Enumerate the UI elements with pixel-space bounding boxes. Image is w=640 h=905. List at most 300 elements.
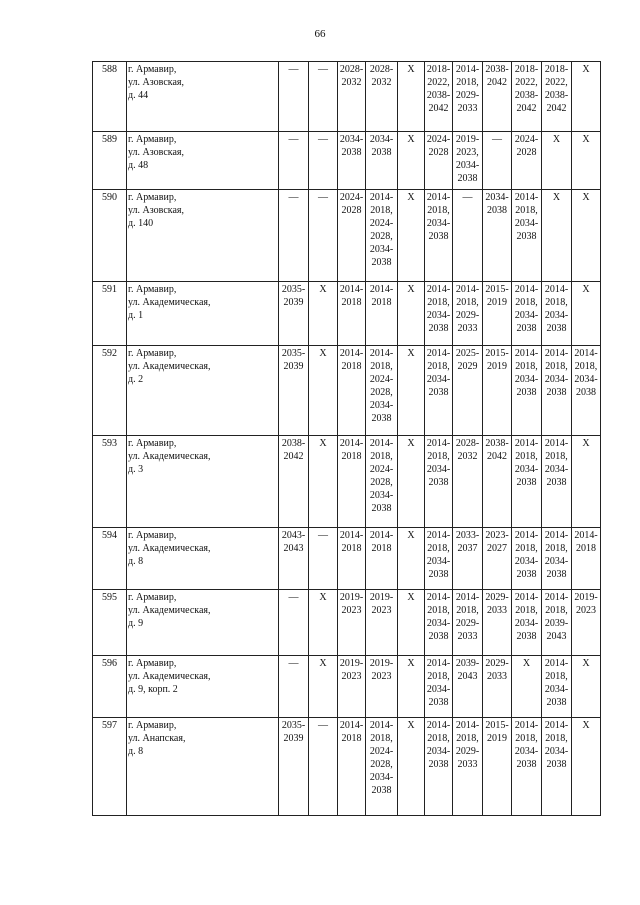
period-line: 2024- bbox=[339, 192, 364, 203]
period-cell bbox=[338, 590, 366, 656]
period-line: 2035- bbox=[281, 720, 306, 731]
period-line: X bbox=[407, 530, 415, 541]
period-line: 2014- bbox=[514, 720, 539, 731]
period-line: 2018, bbox=[427, 543, 450, 554]
period-line: 2018, bbox=[427, 671, 450, 682]
row-number: 590 bbox=[93, 190, 127, 282]
period-line: — bbox=[288, 192, 299, 203]
period-line: 2018, bbox=[545, 605, 568, 616]
period-cell bbox=[279, 346, 309, 436]
address-line: ул. Азовская, bbox=[128, 77, 185, 88]
period-line: 2014- bbox=[544, 720, 569, 731]
address-cell bbox=[127, 528, 279, 590]
address-cell bbox=[127, 62, 279, 132]
period-cell bbox=[309, 718, 338, 816]
period-line: 2038 bbox=[457, 173, 478, 184]
period-line: X bbox=[319, 658, 327, 669]
address-line: г. Армавир, bbox=[128, 720, 177, 731]
period-cell bbox=[338, 62, 366, 132]
period-line: 2038- bbox=[281, 438, 306, 449]
period-line: 2038 bbox=[487, 205, 507, 216]
address-cell bbox=[127, 590, 279, 656]
period-line: 2019- bbox=[574, 592, 598, 603]
address-line: д. 8 bbox=[128, 556, 144, 567]
period-line: X bbox=[582, 658, 590, 669]
period-cell bbox=[366, 346, 398, 436]
period-line: 2033 bbox=[487, 605, 507, 616]
period-line: 2014- bbox=[514, 592, 539, 603]
period-line: 2043- bbox=[281, 530, 306, 541]
address-line: ул. Академическая, bbox=[128, 297, 211, 308]
period-cell bbox=[398, 132, 425, 190]
period-line: 2042 bbox=[487, 77, 507, 88]
period-line: 2038- bbox=[544, 90, 569, 101]
address-cell bbox=[127, 282, 279, 346]
address-line: г. Армавир, bbox=[128, 530, 177, 541]
period-line: 2038- bbox=[485, 64, 509, 75]
period-cell bbox=[483, 528, 512, 590]
address-line: г. Армавир, bbox=[128, 658, 177, 669]
period-line: 2018 bbox=[576, 543, 596, 554]
period-cell bbox=[398, 436, 425, 528]
period-line: 2014- bbox=[544, 530, 569, 541]
period-line: X bbox=[407, 64, 415, 75]
table-row bbox=[93, 62, 601, 132]
period-line: 2014- bbox=[369, 192, 394, 203]
period-line: 2023 bbox=[371, 605, 392, 616]
period-cell bbox=[453, 190, 483, 282]
address-line: ул. Академическая, bbox=[128, 671, 211, 682]
period-line: 2034- bbox=[544, 746, 569, 757]
period-line: 2038 bbox=[428, 477, 449, 488]
period-line: 2038 bbox=[428, 387, 449, 398]
period-line: 2018, bbox=[370, 205, 393, 216]
period-line: 2018, bbox=[456, 605, 479, 616]
row-number: 595 bbox=[93, 590, 127, 656]
period-line: 2024- bbox=[369, 464, 394, 475]
period-line: 2018, bbox=[427, 605, 450, 616]
period-line: 2039 bbox=[283, 733, 304, 744]
period-cell bbox=[572, 346, 601, 436]
period-line: 2019- bbox=[339, 592, 364, 603]
period-cell bbox=[309, 62, 338, 132]
period-cell bbox=[398, 190, 425, 282]
period-line: 2024- bbox=[514, 134, 539, 145]
period-line: 2018, bbox=[545, 451, 568, 462]
period-line: X bbox=[319, 348, 327, 359]
address-line: ул. Анапская, bbox=[128, 733, 186, 744]
period-line: 2038- bbox=[426, 90, 451, 101]
period-cell bbox=[512, 590, 542, 656]
period-line: 2015- bbox=[485, 720, 509, 731]
period-line: 2035- bbox=[281, 348, 306, 359]
period-cell bbox=[279, 190, 309, 282]
period-cell bbox=[453, 62, 483, 132]
period-line: 2014- bbox=[514, 348, 539, 359]
period-line: 2034- bbox=[544, 374, 569, 385]
period-cell bbox=[425, 436, 453, 528]
period-line: X bbox=[522, 658, 531, 669]
period-line: 2038 bbox=[546, 323, 567, 334]
period-line: 2018, bbox=[515, 205, 538, 216]
address-line: д. 8 bbox=[128, 746, 144, 757]
period-cell bbox=[542, 190, 572, 282]
period-line: 2042 bbox=[516, 103, 537, 114]
period-line: X bbox=[319, 592, 327, 603]
period-cell bbox=[572, 132, 601, 190]
table-row bbox=[93, 282, 601, 346]
period-cell bbox=[366, 282, 398, 346]
period-cell bbox=[542, 62, 572, 132]
period-cell bbox=[309, 190, 338, 282]
period-cell bbox=[366, 62, 398, 132]
period-line: X bbox=[407, 658, 415, 669]
period-line: X bbox=[582, 720, 590, 731]
period-cell bbox=[483, 190, 512, 282]
period-line: 2034- bbox=[485, 192, 509, 203]
address-line: д. 1 bbox=[128, 310, 144, 321]
period-cell bbox=[338, 436, 366, 528]
period-line: 2038- bbox=[514, 90, 539, 101]
period-cell bbox=[453, 132, 483, 190]
period-line: X bbox=[582, 134, 590, 145]
period-cell bbox=[309, 346, 338, 436]
period-line: 2018, bbox=[515, 543, 538, 554]
period-cell bbox=[398, 656, 425, 718]
period-line: 2038 bbox=[516, 323, 537, 334]
period-line: 2018, bbox=[427, 361, 450, 372]
period-cell bbox=[398, 718, 425, 816]
period-line: X bbox=[582, 438, 590, 449]
period-cell bbox=[279, 282, 309, 346]
period-line: 2034- bbox=[514, 310, 539, 321]
period-cell bbox=[425, 132, 453, 190]
period-line: 2014- bbox=[426, 530, 451, 541]
address-line: г. Армавир, bbox=[128, 438, 177, 449]
period-line: 2034- bbox=[369, 772, 394, 783]
period-cell bbox=[512, 656, 542, 718]
table-row bbox=[93, 656, 601, 718]
period-line: 2018, bbox=[456, 733, 479, 744]
period-line: 2014- bbox=[514, 530, 539, 541]
period-line: — bbox=[288, 64, 299, 75]
period-line: 2014- bbox=[514, 284, 539, 295]
row-number: 591 bbox=[93, 282, 127, 346]
address-cell bbox=[127, 718, 279, 816]
period-cell bbox=[398, 346, 425, 436]
period-line: 2029- bbox=[455, 618, 480, 629]
period-line: 2018 bbox=[341, 543, 362, 554]
period-line: 2028- bbox=[455, 438, 480, 449]
period-cell bbox=[572, 718, 601, 816]
period-line: X bbox=[407, 348, 415, 359]
period-line: 2032 bbox=[457, 451, 478, 462]
period-line: 2018, bbox=[515, 733, 538, 744]
period-line: 2028, bbox=[370, 387, 393, 398]
period-cell bbox=[366, 436, 398, 528]
address-line: д. 9 bbox=[128, 618, 144, 629]
period-cell bbox=[366, 190, 398, 282]
table-row bbox=[93, 528, 601, 590]
row-number: 597 bbox=[93, 718, 127, 816]
period-line: 2029- bbox=[485, 658, 509, 669]
period-cell bbox=[309, 656, 338, 718]
period-cell bbox=[572, 282, 601, 346]
period-line: 2038 bbox=[516, 231, 537, 242]
period-line: 2022, bbox=[515, 77, 538, 88]
period-cell bbox=[483, 590, 512, 656]
period-line: 2018, bbox=[545, 361, 568, 372]
period-line: 2015- bbox=[485, 284, 509, 295]
period-line: 2038 bbox=[546, 569, 567, 580]
period-line: 2034- bbox=[369, 134, 394, 145]
row-number: 593 bbox=[93, 436, 127, 528]
period-line: 2023- bbox=[485, 530, 509, 541]
table-body bbox=[93, 62, 601, 816]
period-cell bbox=[453, 436, 483, 528]
period-line: 2018, bbox=[427, 297, 450, 308]
period-cell bbox=[425, 656, 453, 718]
period-line: 2018, bbox=[574, 361, 598, 372]
period-line: 2038 bbox=[516, 569, 537, 580]
period-line: 2014- bbox=[339, 438, 364, 449]
period-line: 2014- bbox=[455, 64, 480, 75]
period-cell bbox=[542, 718, 572, 816]
period-line: X bbox=[582, 192, 590, 203]
address-line: г. Армавир, bbox=[128, 592, 177, 603]
period-line: 2038 bbox=[428, 697, 449, 708]
period-line: 2034- bbox=[514, 464, 539, 475]
period-line: 2038 bbox=[428, 759, 449, 770]
period-line: 2014- bbox=[455, 592, 480, 603]
address-cell bbox=[127, 436, 279, 528]
page-number: 66 bbox=[314, 28, 326, 40]
period-line: 2038 bbox=[546, 697, 567, 708]
address-line: г. Армавир, bbox=[128, 284, 177, 295]
period-line: 2014- bbox=[369, 284, 394, 295]
period-line: 2042 bbox=[428, 103, 449, 114]
period-line: 2014- bbox=[339, 530, 364, 541]
period-cell bbox=[338, 132, 366, 190]
period-line: 2028, bbox=[370, 477, 393, 488]
period-line: 2038 bbox=[371, 413, 392, 424]
period-line: X bbox=[319, 284, 327, 295]
period-line: 2035- bbox=[281, 284, 306, 295]
period-line: 2029 bbox=[457, 361, 478, 372]
period-cell bbox=[398, 62, 425, 132]
period-cell bbox=[542, 436, 572, 528]
period-cell bbox=[309, 282, 338, 346]
period-cell bbox=[453, 528, 483, 590]
address-cell bbox=[127, 346, 279, 436]
address-cell bbox=[127, 656, 279, 718]
period-line: 2042 bbox=[487, 451, 507, 462]
period-cell bbox=[572, 528, 601, 590]
period-line: 2034- bbox=[426, 684, 451, 695]
period-line: 2014- bbox=[426, 592, 451, 603]
period-cell bbox=[366, 656, 398, 718]
period-line: 2025- bbox=[455, 348, 480, 359]
period-line: 2018, bbox=[545, 543, 568, 554]
period-line: 2043 bbox=[283, 543, 304, 554]
period-cell bbox=[512, 282, 542, 346]
period-line: — bbox=[462, 192, 473, 203]
period-line: 2034- bbox=[544, 310, 569, 321]
address-line: г. Армавир, bbox=[128, 134, 177, 145]
period-line: 2018, bbox=[456, 77, 479, 88]
period-line: 2033 bbox=[457, 103, 478, 114]
period-line: 2028- bbox=[339, 64, 364, 75]
period-cell bbox=[453, 346, 483, 436]
address-line: д. 140 bbox=[128, 218, 154, 229]
period-line: 2014- bbox=[369, 720, 394, 731]
period-line: X bbox=[407, 284, 415, 295]
period-line: X bbox=[407, 192, 415, 203]
address-cell bbox=[127, 132, 279, 190]
period-line: 2028 bbox=[341, 205, 362, 216]
period-cell bbox=[279, 436, 309, 528]
period-cell bbox=[366, 718, 398, 816]
period-cell bbox=[512, 132, 542, 190]
address-line: г. Армавир, bbox=[128, 192, 177, 203]
period-line: 2018, bbox=[545, 671, 568, 682]
period-line: 2034- bbox=[369, 400, 394, 411]
period-line: 2014- bbox=[426, 720, 451, 731]
period-line: 2023 bbox=[371, 671, 392, 682]
period-cell bbox=[279, 132, 309, 190]
period-line: 2018, bbox=[370, 733, 393, 744]
period-cell bbox=[398, 282, 425, 346]
period-line: 2018, bbox=[427, 733, 450, 744]
address-line: г. Армавир, bbox=[128, 348, 177, 359]
period-cell bbox=[425, 590, 453, 656]
period-line: 2027 bbox=[487, 543, 507, 554]
period-line: 2029- bbox=[455, 90, 480, 101]
table-row bbox=[93, 590, 601, 656]
period-line: 2029- bbox=[455, 310, 480, 321]
period-line: 2038 bbox=[546, 759, 567, 770]
period-line: 2042 bbox=[546, 103, 567, 114]
period-line: 2028- bbox=[369, 64, 394, 75]
period-cell bbox=[512, 62, 542, 132]
period-line: 2018, bbox=[545, 733, 568, 744]
period-line: 2034- bbox=[369, 490, 394, 501]
period-cell bbox=[425, 190, 453, 282]
period-line: 2034- bbox=[514, 374, 539, 385]
period-line: 2034- bbox=[455, 160, 480, 171]
period-line: 2034- bbox=[339, 134, 364, 145]
address-line: д. 44 bbox=[128, 90, 149, 101]
period-line: 2038 bbox=[576, 387, 596, 398]
period-cell bbox=[542, 132, 572, 190]
period-line: 2038 bbox=[371, 503, 392, 514]
period-cell bbox=[279, 528, 309, 590]
period-line: 2033 bbox=[487, 671, 507, 682]
period-cell bbox=[483, 436, 512, 528]
period-line: 2014- bbox=[544, 284, 569, 295]
period-line: 2038 bbox=[546, 477, 567, 488]
period-cell bbox=[453, 282, 483, 346]
period-line: 2038 bbox=[428, 323, 449, 334]
period-line: 2038 bbox=[546, 387, 567, 398]
period-line: 2018- bbox=[544, 64, 569, 75]
period-line: 2014- bbox=[544, 348, 569, 359]
period-cell bbox=[338, 282, 366, 346]
period-cell bbox=[572, 656, 601, 718]
period-cell bbox=[512, 718, 542, 816]
period-cell bbox=[338, 346, 366, 436]
period-cell bbox=[512, 528, 542, 590]
period-cell bbox=[425, 62, 453, 132]
period-line: 2038- bbox=[485, 438, 509, 449]
row-number: 594 bbox=[93, 528, 127, 590]
period-line: 2014- bbox=[339, 720, 364, 731]
address-line: ул. Академическая, bbox=[128, 543, 211, 554]
period-line: 2038 bbox=[371, 785, 392, 796]
period-line: — bbox=[318, 192, 328, 203]
period-cell bbox=[542, 346, 572, 436]
address-line: д. 2 bbox=[128, 374, 144, 385]
period-line: 2014- bbox=[574, 348, 598, 359]
table-row bbox=[93, 718, 601, 816]
period-line: 2024- bbox=[369, 374, 394, 385]
period-line: 2014- bbox=[514, 192, 539, 203]
period-line: 2014- bbox=[544, 658, 569, 669]
period-line: X bbox=[319, 438, 327, 449]
address-line: д. 9, корп. 2 bbox=[128, 684, 178, 695]
period-line: 2028, bbox=[370, 231, 393, 242]
period-cell bbox=[512, 436, 542, 528]
period-line: 2014- bbox=[455, 720, 480, 731]
period-line: 2034- bbox=[426, 464, 451, 475]
period-line: 2039 bbox=[283, 297, 304, 308]
period-line: 2034- bbox=[426, 746, 451, 757]
period-line: 2028, bbox=[370, 759, 393, 770]
period-cell bbox=[572, 436, 601, 528]
period-line: 2024- bbox=[426, 134, 451, 145]
period-line: 2038 bbox=[371, 147, 392, 158]
period-line: 2018, bbox=[545, 297, 568, 308]
period-line: 2014- bbox=[455, 284, 480, 295]
period-line: 2019- bbox=[339, 658, 364, 669]
period-cell bbox=[483, 656, 512, 718]
period-line: 2038 bbox=[341, 147, 362, 158]
period-cell bbox=[572, 190, 601, 282]
address-line: ул. Академическая, bbox=[128, 451, 211, 462]
period-line: 2029- bbox=[485, 592, 509, 603]
period-cell bbox=[425, 718, 453, 816]
period-line: 2032 bbox=[341, 77, 362, 88]
period-line: 2032 bbox=[371, 77, 392, 88]
period-line: 2014- bbox=[426, 192, 451, 203]
period-line: 2034- bbox=[574, 374, 598, 385]
period-line: 2038 bbox=[428, 569, 449, 580]
period-line: 2014- bbox=[426, 284, 451, 295]
period-line: 2038 bbox=[428, 231, 449, 242]
period-line: 2014- bbox=[426, 438, 451, 449]
period-line: 2039- bbox=[455, 658, 480, 669]
period-line: 2038 bbox=[428, 631, 449, 642]
period-line: 2038 bbox=[516, 759, 537, 770]
period-line: 2018, bbox=[515, 297, 538, 308]
period-line: 2033- bbox=[455, 530, 480, 541]
period-line: 2018, bbox=[515, 451, 538, 462]
period-cell bbox=[453, 656, 483, 718]
period-line: 2034- bbox=[426, 218, 451, 229]
period-cell bbox=[572, 590, 601, 656]
address-line: д. 48 bbox=[128, 160, 149, 171]
period-line: 2019- bbox=[455, 134, 480, 145]
